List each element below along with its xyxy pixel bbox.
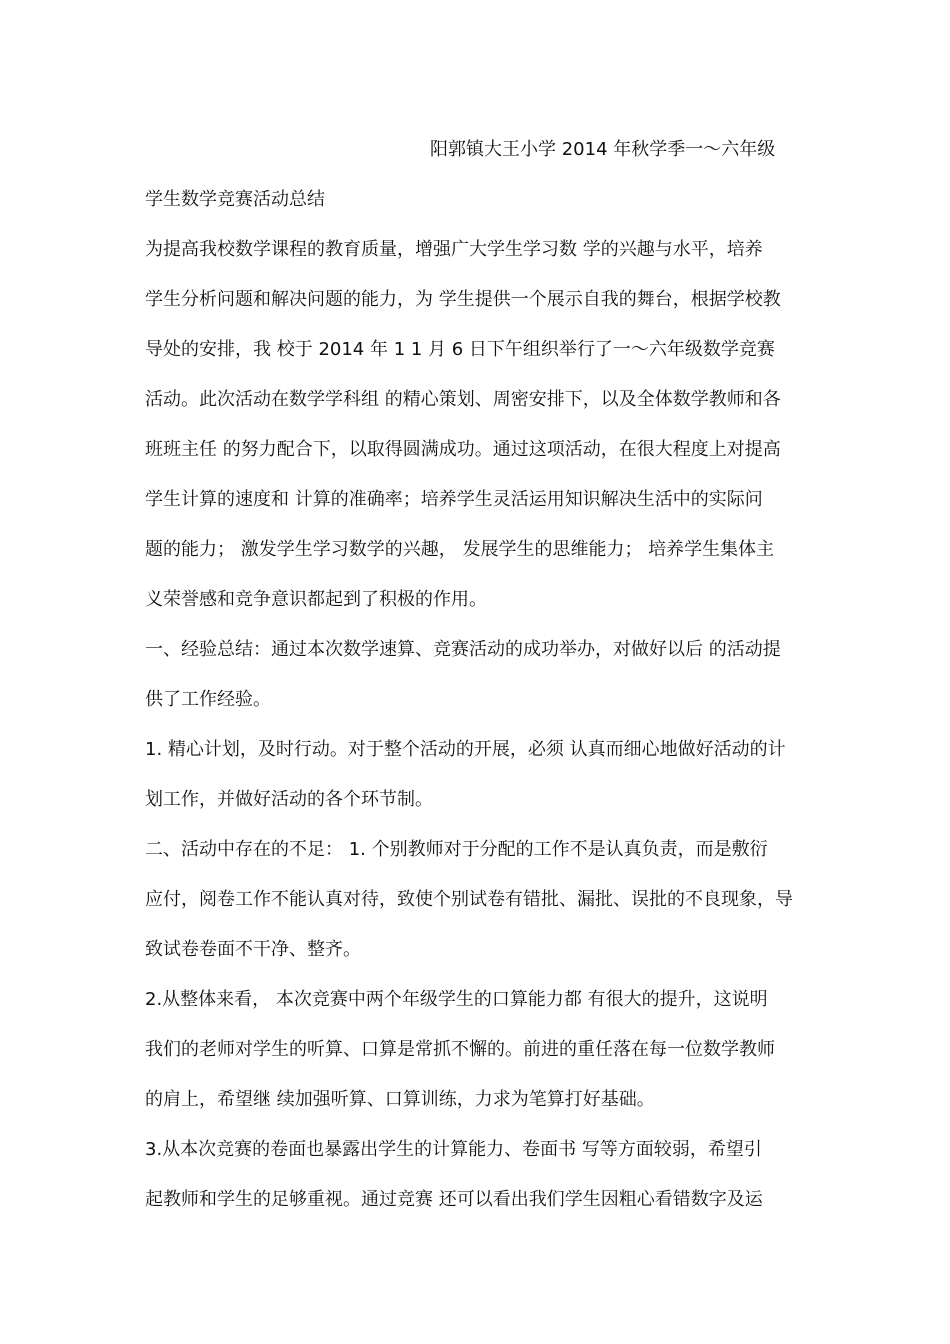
body-line-5: 班班主任 的努力配合下，以取得圆满成功。通过这项活动，在很大程度上对提高 (145, 439, 781, 460)
body-line-17: 我们的老师对学生的听算、口算是常抓不懈的。前进的重任落在每一位数学教师 (145, 1039, 775, 1060)
body-line-14: 应付，阅卷工作不能认真对待，致使个别试卷有错批、漏批、误批的不良现象，导 (145, 889, 793, 910)
body-line-4: 活动。此次活动在数学学科组 的精心策划、周密安排下，以及全体数学教师和各 (145, 389, 781, 410)
title-line-2: 学生数学竞赛活动总结 (145, 189, 325, 210)
body-line-11: 1. 精心计划，及时行动。对于整个活动的开展，必须 认真而细心地做好活动的计 (145, 739, 786, 760)
body-line-8: 义荣誉感和竞争意识都起到了积极的作用。 (145, 589, 487, 610)
body-line-18: 的肩上，希望继 续加强听算、口算训练，力求为笔算打好基础。 (145, 1089, 655, 1110)
body-line-10: 供了工作经验。 (145, 689, 271, 710)
body-line-16: 2.从整体来看， 本次竞赛中两个年级学生的口算能力都 有很大的提升，这说明 (145, 989, 768, 1010)
body-line-12: 划工作，并做好活动的各个环节制。 (145, 789, 433, 810)
body-line-7: 题的能力； 激发学生学习数学的兴趣， 发展学生的思维能力； 培养学生集体主 (145, 539, 775, 560)
body-line-9: 一、经验总结：通过本次数学速算、竞赛活动的成功举办，对做好以后 的活动提 (145, 639, 781, 660)
body-line-1: 为提高我校数学课程的教育质量，增强广大学生学习数 学的兴趣与水平，培养 (145, 239, 763, 260)
body-line-13: 二、活动中存在的不足： 1. 个别教师对于分配的工作不是认真负责，而是敷衍 (145, 839, 768, 860)
body-line-2: 学生分析问题和解决问题的能力，为 学生提供一个展示自我的舞台，根据学校教 (145, 289, 781, 310)
body-line-6: 学生计算的速度和 计算的准确率；培养学生灵活运用知识解决生活中的实际问 (145, 489, 763, 510)
title-line-1: 阳郭镇大王小学 2014 年秋学季一～六年级 (430, 139, 776, 160)
body-line-20: 起教师和学生的足够重视。通过竞赛 还可以看出我们学生因粗心看错数字及运 (145, 1189, 763, 1210)
body-line-3: 导处的安排，我 校于 2014 年 1 1 月 6 日下午组织举行了一～六年级数学竞赛 (145, 339, 775, 360)
body-line-15: 致试卷卷面不干净、整齐。 (145, 939, 361, 960)
body-line-19: 3.从本次竞赛的卷面也暴露出学生的计算能力、卷面书 写等方面较弱，希望引 (145, 1139, 762, 1160)
